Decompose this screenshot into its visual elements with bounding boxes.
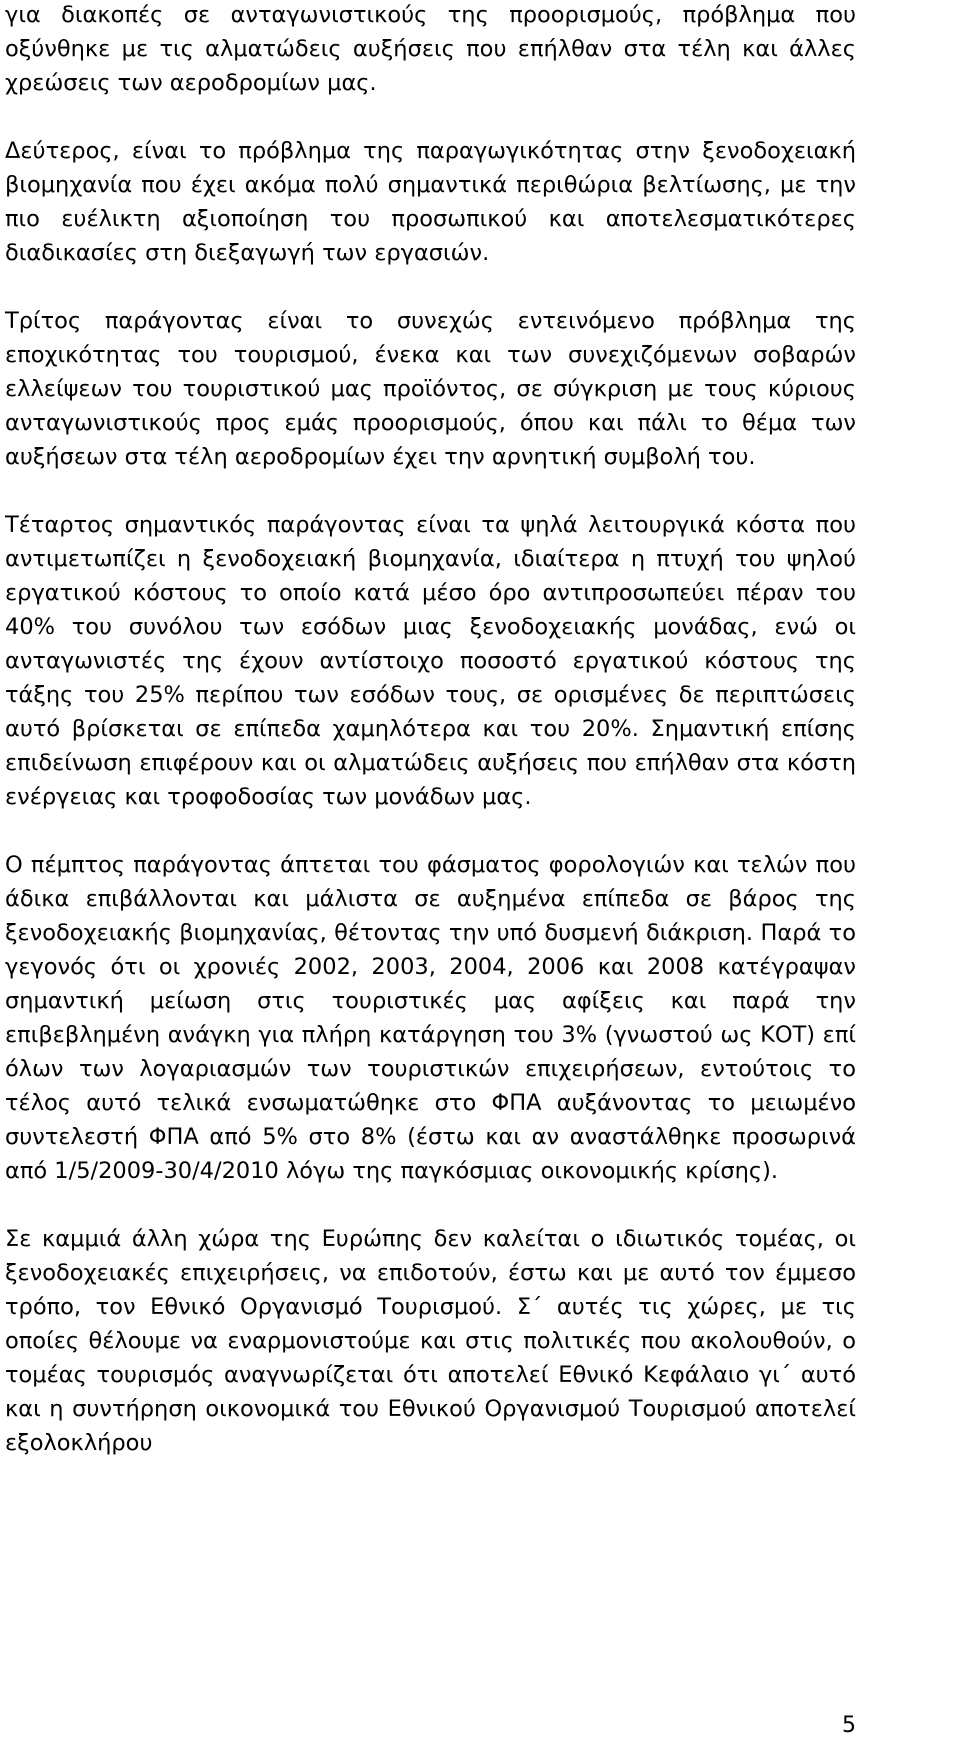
paragraph-europe-comparison: Σε καμμιά άλλη χώρα της Ευρώπης δεν καλείται ο ιδιωτικός τομέας, οι ξενοδοχειακές επιχειρήσεις, να επιδοτούν, έστω και με αυτό τον έμμεσο τρόπο, τον Εθνικό Οργανισμό Τουρισμού. Σ΄ αυτές τις χώρες, με τις οποίες θέλουμε να εναρμονιστούμε και στις πολιτικές που ακολουθούν, ο τομέας τουρισμός αναγνωρίζεται ότι αποτελεί Εθνικό Κεφάλαιο γι΄ αυτό και η συντήρηση οικονομικά του Εθνικού Οργανισμού Τουρισμού αποτελεί εξολοκλήρου (5, 1226, 856, 1456)
page-number: 5 (842, 1713, 856, 1738)
paragraph-operating-costs: Τέταρτος σημαντικός παράγοντας είναι τα ψηλά λειτουργικά κόστα που αντιμετωπίζει η ξενοδοχειακή βιομηχανία, ιδιαίτερα η πτυχή του ψηλού εργατικού κόστους το οποίο κατά μέσο όρο αντιπροσωπεύει πέραν του 40% του συνόλου των εσόδων μιας ξενοδοχειακής μονάδας, ενώ οι ανταγωνιστές της έχουν αντίστοιχο ποσοστό εργατικού κόστους της τάξης του 25% περίπου των εσόδων τους, σε ορισμένες δε περιπτώσεις αυτό βρίσκεται σε επίπεδα χαμηλότερα και του 20%. Σημαντική επίσης επιδείνωση επιφέρουν και οι αλματώδεις αυξήσεις που επήλθαν στα κόστη ενέργειας και τροφοδοσίας των μονάδων μας. (5, 512, 856, 810)
paragraph-air-travel-costs: για διακοπές σε ανταγωνιστικούς της προορισμούς, πρόβλημα που οξύνθηκε με τις αλματώδεις αυξήσεις που επήλθαν στα τέλη και άλλες χρεώσεις των αεροδρομίων μας. (5, 2, 856, 96)
document-page (5, 0, 856, 1460)
paragraph-seasonality: Τρίτος παράγοντας είναι το συνεχώς εντεινόμενο πρόβλημα της εποχικότητας του τουρισμού, ένεκα και των συνεχιζόμενων σοβαρών ελλείψεων του τουριστικού μας προϊόντος, σε σύγκριση με τους κύριους ανταγωνιστικούς προς εμάς προορισμούς, όπου και πάλι το θέμα των αυξήσεων στα τέλη αεροδρομίων έχει την αρνητική συμβολή του. (5, 308, 856, 470)
paragraph-productivity: Δεύτερος, είναι το πρόβλημα της παραγωγικότητας στην ξενοδοχειακή βιομηχανία που έχει ακόμα πολύ σημαντικά περιθώρια βελτίωσης, με την πιο ευέλικτη αξιοποίηση του προσωπικού και αποτελεσματικότερες διαδικασίες στη διεξαγωγή των εργασιών. (5, 138, 856, 266)
paragraph-taxation: Ο πέμπτος παράγοντας άπτεται του φάσματος φορολογιών και τελών που άδικα επιβάλλονται και μάλιστα σε αυξημένα επίπεδα σε βάρος της ξενοδοχειακής βιομηχανίας, θέτοντας την υπό δυσμενή διάκριση. Παρά το γεγονός ότι οι χρονιές 2002, 2003, 2004, 2006 και 2008 κατέγραψαν σημαντική μείωση στις τουριστικές μας αφίξεις και παρά την επιβεβλημένη ανάγκη για πλήρη κατάργηση του 3% (γνωστού ως ΚΟΤ) επί όλων των λογαριασμών των τουριστικών επιχειρήσεων, εντούτοις το τέλος αυτό τελικά ενσωματώθηκε στο ΦΠΑ αυξάνοντας το μειωμένο συντελεστή ΦΠΑ από 5% στο 8% (έστω και αν αναστάλθηκε προσωρινά από 1/5/2009-30/4/2010 λόγω της παγκόσμιας οικονομικής κρίσης). (5, 852, 856, 1184)
